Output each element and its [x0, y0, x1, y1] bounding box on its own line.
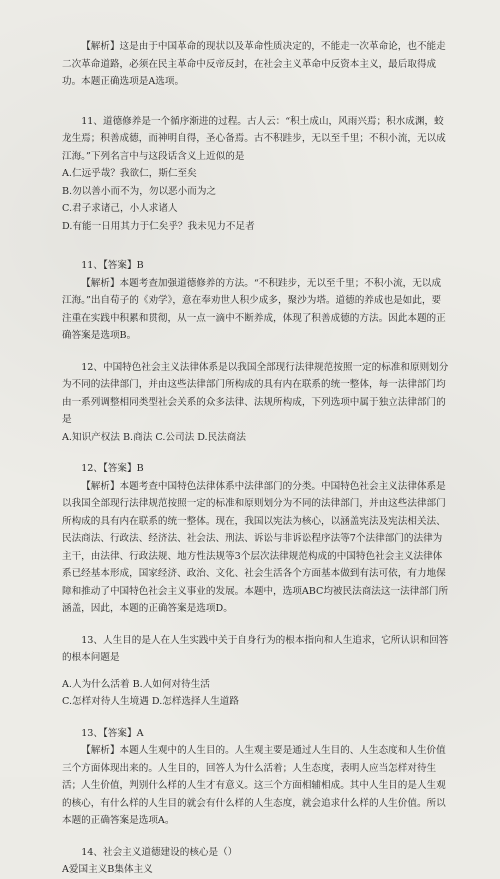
q13-options-cd: C.怎样对待人生境遇 D.怎样选择人生道路 — [62, 696, 239, 707]
q14-options: A爱国主义B集体主义 — [62, 864, 153, 875]
q11-option-b: B.勿以善小而不为，勿以恶小而为之 — [62, 185, 217, 197]
q13-analysis: 【解析】本题人生观中的人生目的。人生观主要是通过人生目的、人生态度和人生价值三个方面体现出来的。人生目的，回答人为什么活着；人生态度，表明人应当怎样对待生活；人生价值，判别什么样的人生才有意义。这三个方面相辅相成。其中人生目的是人生观的核心，有什么样的人生目的就会有什么样的人生态度，就会追求什么样的人生价值。所以本题的正确答案是选项A。 — [62, 745, 446, 826]
q14-stem: 14、社会主义道德建设的核心是（） — [81, 846, 238, 858]
q12-stem: 12、中国特色社会主义法律体系是以我国全部现行法律规范按照一定的标准和原则划分为不同的法律部门，并由这些法律部门所构成的具有内在联系的统一整体，每一法律部门均由一系列调整相同类型社会关系的众多法律、法规所构成，下列选项中属于独立法律部门的是 — [62, 361, 449, 425]
q11-option-d: D.有能一日用其力于仁矣乎？我未见力不足者 — [62, 220, 255, 232]
q12-answer: 12、【答案】B — [81, 463, 144, 474]
q11-option-c: C.君子求诸己，小人求诸人 — [62, 203, 178, 214]
q11-analysis: 【解析】本题考查加强道德修养的方法。“不积跬步，无以至千里；不积小流，无以成江海。”出自荀子的《劝学》，意在奉劝世人积少成多，聚沙为塔。道德的养成也是如此，要注重在实践中积累和贯彻，从一点一滴中不断养成，体现了积善成德的方法。因此本题的正确答案是选项B。 — [62, 277, 446, 341]
q11-answer: 11、【答案】B — [81, 260, 144, 271]
q10-analysis: 【解析】这是由于中国革命的现状以及革命性质决定的，不能走一次革命论，也不能走二次革命道路，必须在民主革命中反帝反封，在社会主义革命中反资本主义，最后取得成功。本题正确选项是A选项。 — [62, 41, 446, 87]
q12-analysis: 【解析】本题考查中国特色法律体系中法律部门的分类。中国特色社会主义法律体系是以我国全部现行法律规范按照一定的标准和原则划分为不同的法律部门，并由这些法律部门所构成的具有内在联系的统一整体。现在，我国以宪法为核心，以涵盖宪法及宪法相关法、民法商法、行政法、经济法、社会法、刑法、诉讼与非诉讼程序法等7个法律部门的法律为主干，由法律、行政法规、地方性法规等3个层次法律规范构成的中国特色社会主义法律体系已经基本形成，国家经济、政治、文化、社会生活各个方面基本做到有法可依，有力地保障和推动了中国特色社会主义事业的发展。本题中，选项ABC均被民法商法这一法律部门所涵盖，因此，本题的正确答案是选项D。 — [62, 480, 449, 614]
q13-stem: 13、人生目的是人在人生实践中关于自身行为的根本指向和人生追求，它所认识和回答的根本问题是 — [62, 634, 449, 663]
q13-answer: 13、【答案】A — [81, 727, 144, 739]
document-body — [62, 38, 450, 879]
q11-stem: 11、道德修养是一个循序渐进的过程。古人云：“积土成山，风雨兴焉；积水成渊，蛟龙生焉；积善成德，而神明自得，圣心备焉。古不积跬步，无以至千里；不积小流，无以成江海。”下列名言中与这段话含义上近似的是 — [62, 115, 446, 162]
q13-options-ab: A.人为什么活着 B.人如何对待生活 — [62, 678, 210, 690]
q11-option-a: A.仁远乎哉？我欲仁，斯仁至矣 — [62, 168, 197, 179]
q12-options: A.知识产权法 B.商法 C.公司法 D.民法商法 — [62, 431, 246, 443]
